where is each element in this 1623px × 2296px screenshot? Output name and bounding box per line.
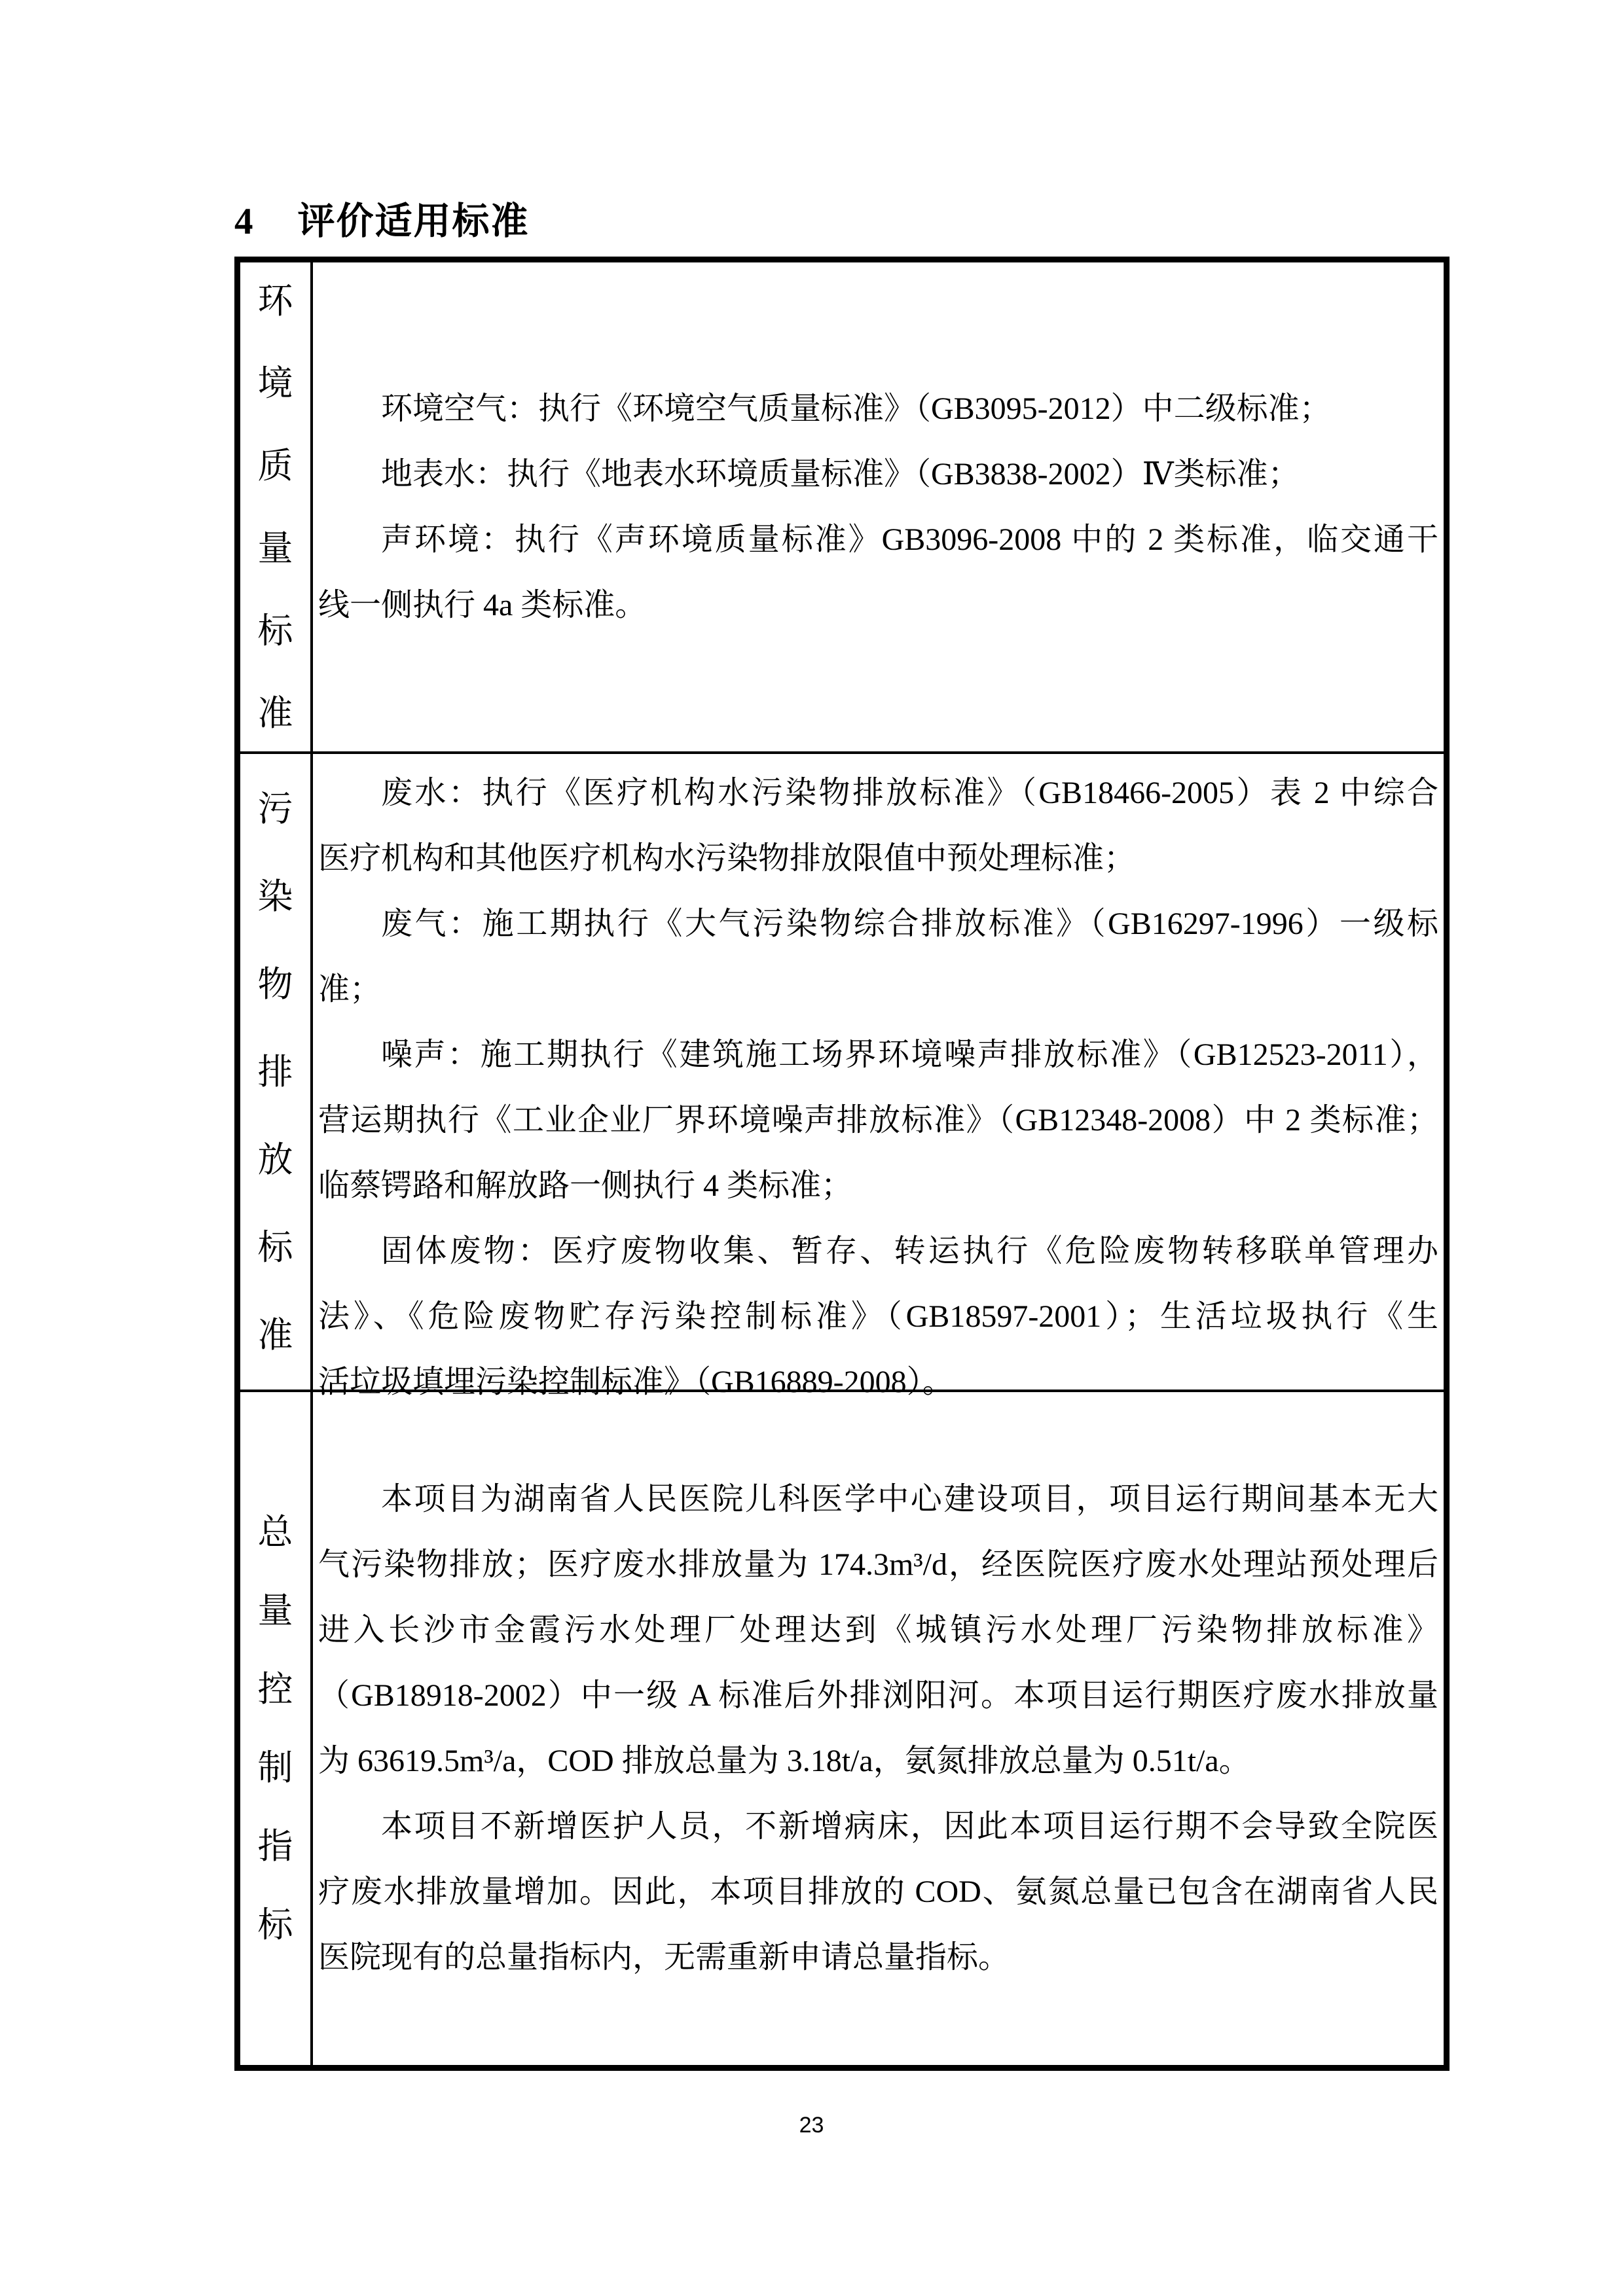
row-label-char: 准 [257,1315,293,1355]
row-label-char: 量 [257,528,293,568]
table-row [240,262,1444,751]
row-label-char: 控 [257,1670,293,1709]
page-number: 23 [799,2113,824,2138]
row-label-char: 环 [257,281,293,321]
text-line: 临蔡锷路和解放路一侧执行 4 类标准； [318,1168,853,1203]
row-label-char: 准 [257,693,293,733]
paragraph [318,1467,1438,1794]
table-row [240,1390,1444,2065]
text-line: 噪声：施工期执行《建筑施工场界环境噪声排放标准》（GB12523-2011）， [381,1037,1438,1072]
heading-number: 4 [234,201,255,242]
paragraph [318,1022,1438,1219]
row-label-char: 放 [257,1139,293,1179]
text-line: 为 63619.5m³/a，COD 排放总量为 3.18t/a，氨氮排放总量为 0.51t/a。 [318,1744,1250,1778]
paragraph [318,761,1438,891]
row-content [313,1392,1444,2065]
text-line: 法》、《危险废物贮存污染控制标准》（GB18597-2001）；生活垃圾执行《生 [318,1299,1438,1334]
text-line: 废水：执行《医疗机构水污染物排放标准》（GB18466-2005）表 2 中综合 [381,776,1438,810]
row-label-char: 制 [257,1748,293,1787]
row-label [240,1392,313,2065]
text-line: 进入长沙市金霞污水处理厂处理达到《城镇污水处理厂污染物排放标准》 [318,1613,1438,1647]
text-line: 准； [318,972,382,1007]
text-line: 声环境：执行《声环境质量标准》GB3096-2008 中的 2 类标准，临交通干 [381,522,1438,557]
text-line: 环境空气：执行《环境空气质量标准》（GB3095-2012）中二级标准； [381,391,1331,426]
row-label-char: 物 [257,964,293,1004]
standards-table [234,257,1450,2071]
row-label-char: 标 [257,1905,293,1945]
paragraph [318,442,1438,507]
text-line: 疗废水排放量增加。因此，本项目排放的 COD、氨氮总量已包含在湖南省人民 [318,1874,1438,1909]
text-line: 营运期执行《工业企业厂界环境噪声排放标准》（GB12348-2008）中 2 类标准； [318,1103,1438,1138]
text-line: 废气：施工期执行《大气污染物综合排放标准》（GB16297-1996）一级标 [381,906,1438,941]
row-label-char: 染 [257,876,293,916]
paragraph [318,1219,1438,1415]
row-content [313,754,1444,1399]
text-line: 线一侧执行 4a 类标准。 [318,587,647,622]
row-label [240,262,313,751]
paragraph [318,891,1438,1022]
text-line: 固体废物：医疗废物收集、暂存、转运执行《危险废物转移联单管理办 [381,1234,1438,1268]
row-label-char: 标 [257,611,293,651]
row-label-char: 污 [257,789,293,829]
paragraph [318,507,1438,638]
text-line: 地表水：执行《地表水环境质量标准》（GB3838-2002）Ⅳ类标准； [381,456,1300,492]
paragraph [318,376,1438,442]
row-label-char: 境 [257,363,293,403]
table-row [240,751,1444,1399]
row-content [313,262,1444,751]
text-line: （GB18918-2002）中一级 A 标准后外排浏阳河。本项目运行期医疗废水排放量 [318,1678,1438,1713]
text-line: 医院现有的总量指标内，无需重新申请总量指标。 [318,1940,1010,1975]
text-line: 本项目不新增医护人员，不新增病床，因此本项目运行期不会导致全院医 [381,1809,1438,1844]
text-line: 本项目为湖南省人民医院儿科医学中心建设项目，项目运行期间基本无大 [381,1482,1438,1516]
paragraph [318,1794,1438,1990]
text-line: 医疗机构和其他医疗机构水污染物排放限值中预处理标准； [318,841,1136,876]
row-label-char: 指 [257,1827,293,1866]
row-label-char: 标 [257,1227,293,1267]
row-label-char: 排 [257,1052,293,1092]
row-label-char: 总 [257,1513,293,1552]
page-title [234,191,530,245]
heading-text: 评价适用标准 [297,200,530,242]
row-label-char: 质 [257,446,293,486]
text-line: 气污染物排放；医疗废水排放量为 174.3m³/d，经医院医疗废水处理站预处理后 [318,1547,1438,1582]
row-label-char: 量 [257,1591,293,1630]
row-label [240,754,313,1390]
text-line: 活垃圾填埋污染控制标准》（GB16889-2008）。 [318,1365,954,1399]
